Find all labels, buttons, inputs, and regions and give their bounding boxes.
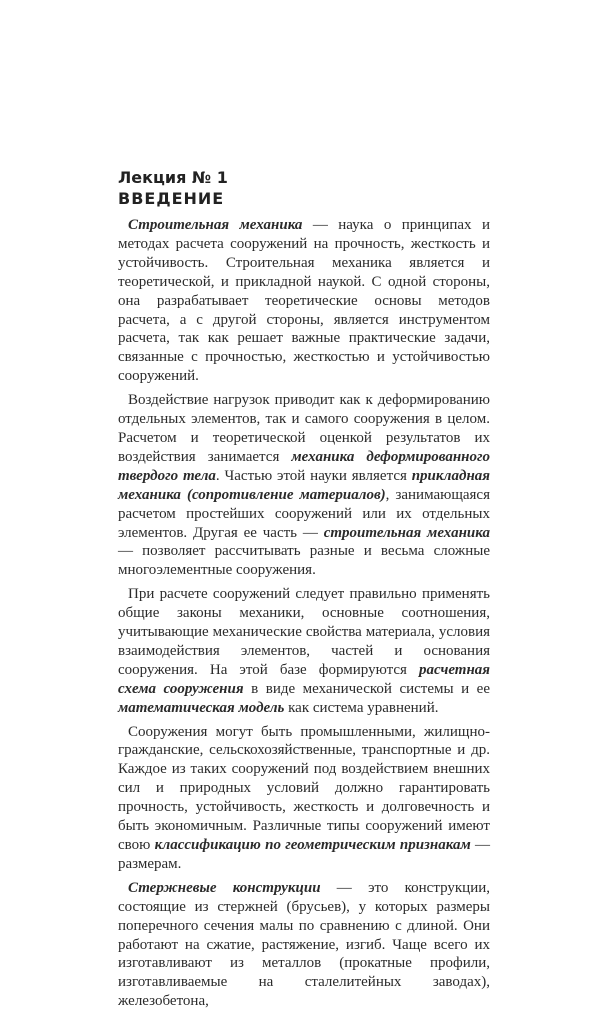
term: строительная механика: [323, 524, 490, 541]
term: расчетная схема сооружения: [118, 661, 490, 697]
paragraph: [118, 723, 490, 874]
term: прикладная механика (сопротивление материалов): [118, 467, 490, 503]
paragraph: [118, 216, 490, 386]
text-run: — размерам.: [118, 837, 491, 872]
term: Стержневые конструкции: [128, 879, 321, 896]
term: механика деформированного твердого тела: [118, 448, 491, 484]
paragraph: [118, 391, 490, 580]
text-run: — позволяет рассчитывать разные и весьма сложные многоэлементные сооружения.: [118, 543, 490, 579]
text-run: — наука о принципах и методах расчета сооружений на прочность, жесткость и устойчивость. Строительная механика является и теоретической, и прикладной наукой. С одной стороны, она разрабатывает теоретические основы методов расчета, а с другой стороны, является инструментом расчета, так как решает важные практические задачи, связанные с прочностью, жесткостью и устойчивостью сооружений.: [118, 217, 490, 385]
term: Строительная механика: [128, 217, 303, 233]
text-run: в виде механической системы и ее: [243, 680, 490, 697]
chapter-title: ВВЕДЕНИЕ: [118, 189, 225, 208]
term: математическая модель: [118, 699, 285, 716]
lecture-number: Лекция № 1: [118, 168, 228, 187]
text-run: , занимающаяся расчетом простейших сооружений или их отдельных элементов. Другая ее часть —: [118, 486, 490, 541]
text-run: При расчете сооружений следует правильно применять общие законы механики, основные соотношения, учитывающие механические свойства материала, условия взаимодействия элементов, частей и основания сооружения. На этой базе формируются: [118, 586, 490, 678]
text-run: — это конструкции, состоящие из стержней (брусьев), у которых размеры поперечного сечения малы по сравнению с длиной. Они работают на сжатие, растяжение, изгиб. Чаще всего их изготавливают из металлов (прокатные профили, изготавливаемые на сталелитейных заводах), железобетона,: [118, 879, 490, 1010]
paragraph: [118, 585, 490, 717]
text-run: Воздействие нагрузок приводит как к деформированию отдельных элементов, так и самого сооружения в целом. Расчетом и теоретической оценкой результатов их воздействия занимается: [118, 392, 490, 465]
term: классификацию по геометрическим признакам: [154, 837, 471, 853]
text-run: Сооружения могут быть промышленными, жилищно-гражданские, сельскохозяйственные, транспортные и др. Каждое из таких сооружений под воздействием внешних сил и природных условий должно гарантировать прочность, устойчивость, жесткость и долговечность и быть экономичным. Различные типы сооружений имеют свою: [118, 723, 490, 853]
paragraph: [118, 879, 490, 1011]
body-text: [118, 216, 490, 1016]
text-run: . Частью этой науки является: [215, 467, 412, 484]
text-run: как система уравнений.: [284, 699, 439, 716]
